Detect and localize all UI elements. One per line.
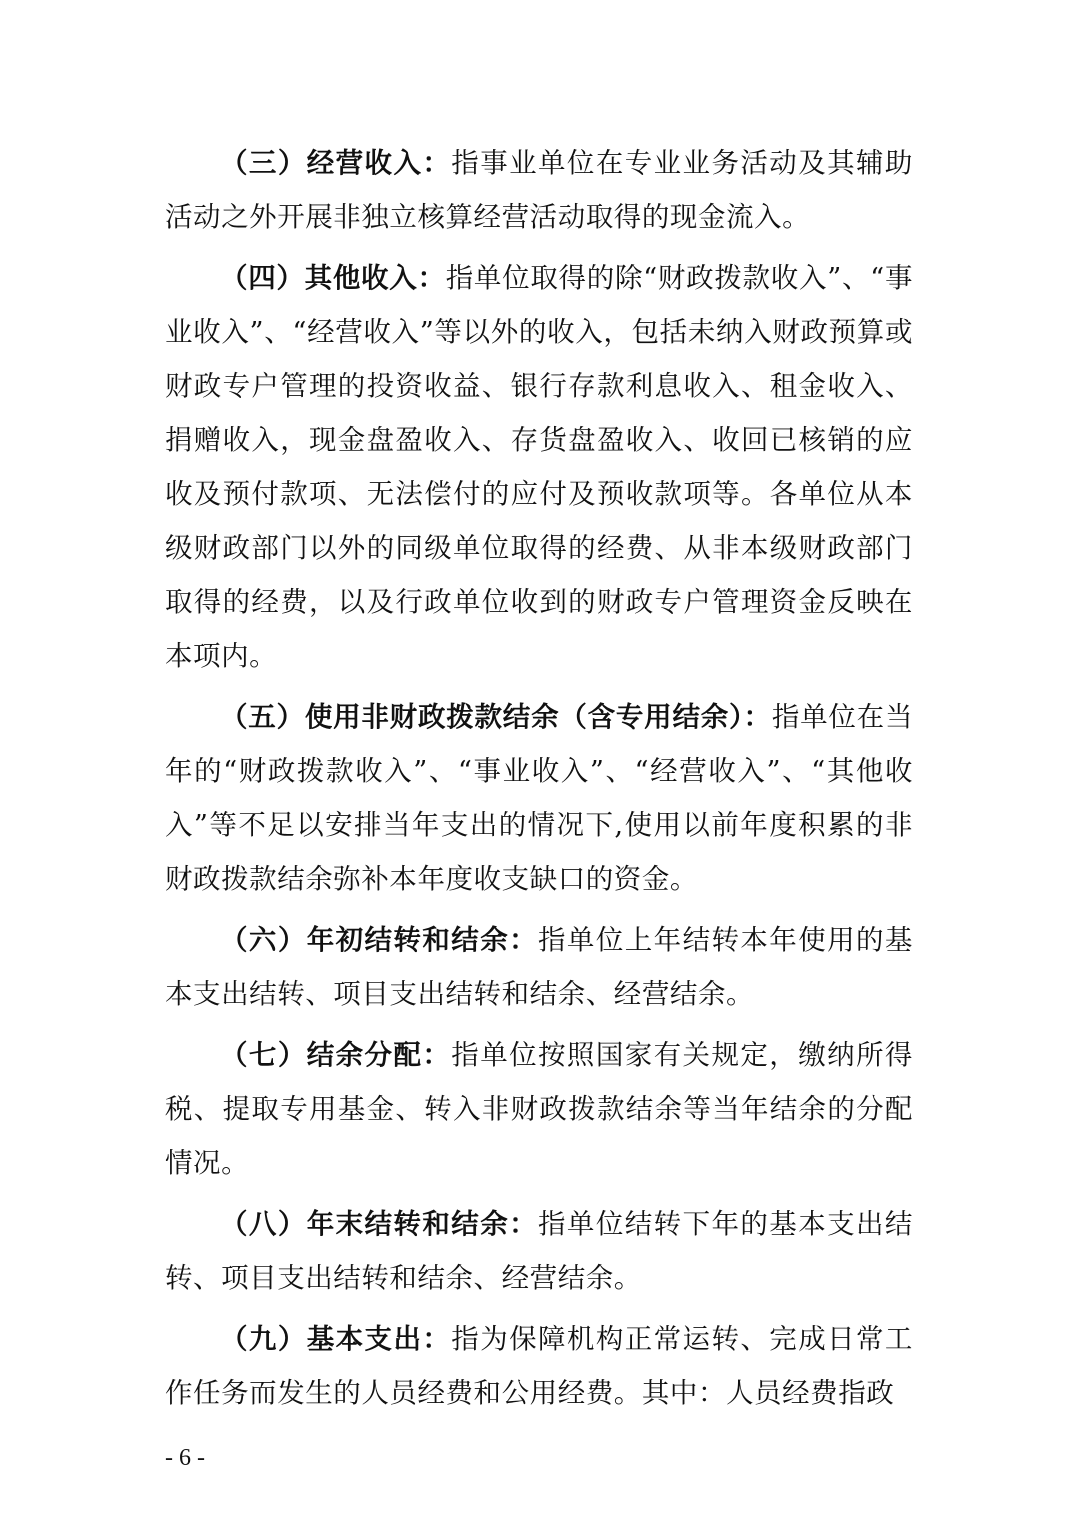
term-definition: 指单位上年结转本年使用的基本支出结转、项目支出结转和结余、经营结余。 [165,924,913,1010]
term-heading: （四）其他收入： [220,262,446,294]
term-heading: （三）经营收入： [220,147,452,179]
body-text [165,136,913,1427]
term-definition: 指为保障机构正常运转、完成日常工作任务而发生的人员经费和公用经费。其中：人员经费指政 [165,1323,913,1409]
term-heading: （八）年末结转和结余： [220,1208,539,1240]
page-number: - 6 - [165,1445,205,1471]
paragraph-opening-carryover [165,913,913,1021]
paragraph-closing-carryover [165,1197,913,1305]
paragraph-operating-income [165,136,913,244]
term-heading: （九）基本支出： [220,1323,452,1355]
term-definition: 指事业单位在专业业务活动及其辅助活动之外开展非独立核算经营活动取得的现金流入。 [165,147,913,233]
term-heading: （七）结余分配： [220,1039,452,1071]
paragraph-non-fiscal-balance-use [165,690,913,906]
term-heading: （六）年初结转和结余： [220,924,539,956]
term-definition: 指单位按照国家有关规定，缴纳所得税、提取专用基金、转入非财政拨款结余等当年结余的分配情况。 [165,1039,913,1179]
paragraph-other-income [165,251,913,683]
term-definition: 指单位取得的除“财政拨款收入”、“事业收入”、“经营收入”等以外的收入，包括未纳入财政预算或财政专户管理的投资收益、银行存款利息收入、租金收入、捐赠收入，现金盘盈收入、存货盘盈收入、收回已核销的应收及预付款项、无法偿付的应付及预收款项等。各单位从本级财政部门以外的同级单位取得的经费、从非本级财政部门取得的经费，以及行政单位收到的财政专户管理资金反映在本项内。 [165,262,913,672]
paragraph-basic-expenditure [165,1312,913,1420]
term-heading: （五）使用非财政拨款结余（含专用结余）： [220,701,772,733]
term-definition: 指单位结转下年的基本支出结转、项目支出结转和结余、经营结余。 [165,1208,913,1294]
term-definition: 指单位在当年的“财政拨款收入”、“事业收入”、“经营收入”、“其他收入”等不足以安排当年支出的情况下,使用以前年度积累的非财政拨款结余弥补本年度收支缺口的资金。 [165,701,914,895]
paragraph-balance-distribution [165,1028,913,1190]
